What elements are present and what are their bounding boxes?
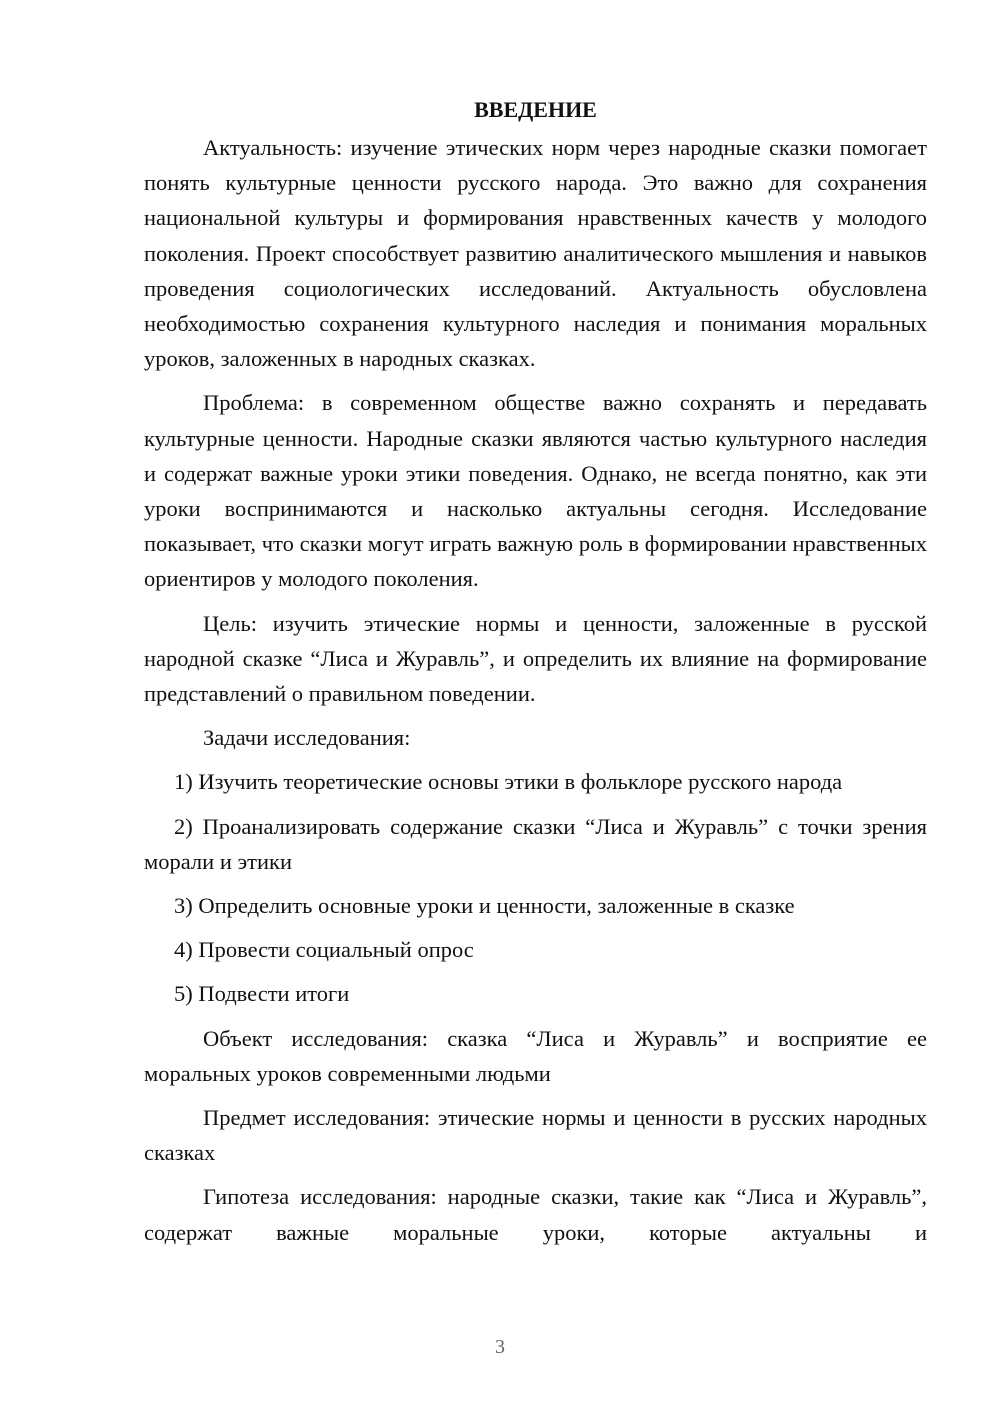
subject-paragraph: Предмет исследования: этические нормы и ценности в русских народных сказках <box>144 1105 927 1166</box>
section-title: ВВЕДЕНИЕ <box>474 97 597 122</box>
task-item-2: 2) Проанализировать содержание сказки “Лиса и Журавль” с точки зрения морали и этики <box>144 813 927 874</box>
tasks-heading: Задачи исследования: <box>203 725 411 751</box>
goal-paragraph: Цель: изучить этические нормы и ценности, заложенные в русской народной сказке “Лиса и Журавль”, и определить их влияние на формирование представлений о правильном поведении. <box>144 610 927 707</box>
object-paragraph: Объект исследования: сказка “Лиса и Журавль” и восприятие ее моральных уроков современными людьми <box>144 1025 927 1086</box>
task-item-3: 3) Определить основные уроки и ценности, заложенные в сказке <box>174 893 795 919</box>
page-number: 3 <box>495 1336 505 1358</box>
relevance-paragraph: Актуальность: изучение этических норм через народные сказки помогает понять культурные ценности русского народа. Это важно для сохранения национальной культуры и формирования нравственных качеств у молодого поколения. Проект способствует развитию аналитического мышления и навыков проведения социологических исследований. Актуальность обусловлена необходимостью сохранения культурного наследия и понимания моральных уроков, заложенных в народных сказках. <box>144 135 927 372</box>
problem-paragraph: Проблема: в современном обществе важно сохранять и передавать культурные ценности. Народные сказки являются частью культурного наследия и содержат важные уроки этики поведения. Однако, не всегда понятно, как эти уроки воспринимаются и насколько актуальны сегодня. Исследование показывает, что сказки могут играть важную роль в формировании нравственных ориентиров у молодого поколения. <box>144 390 927 592</box>
document-page <box>144 92 927 1259</box>
hypothesis-paragraph: Гипотеза исследования: народные сказки, такие как “Лиса и Журавль”, содержат важные моральные уроки, которые актуальны и <box>144 1184 927 1245</box>
task-item-5: 5) Подвести итоги <box>174 981 350 1007</box>
task-item-4: 4) Провести социальный опрос <box>174 937 474 963</box>
task-item-1: 1) Изучить теоретические основы этики в фольклоре русского народа <box>174 769 843 795</box>
